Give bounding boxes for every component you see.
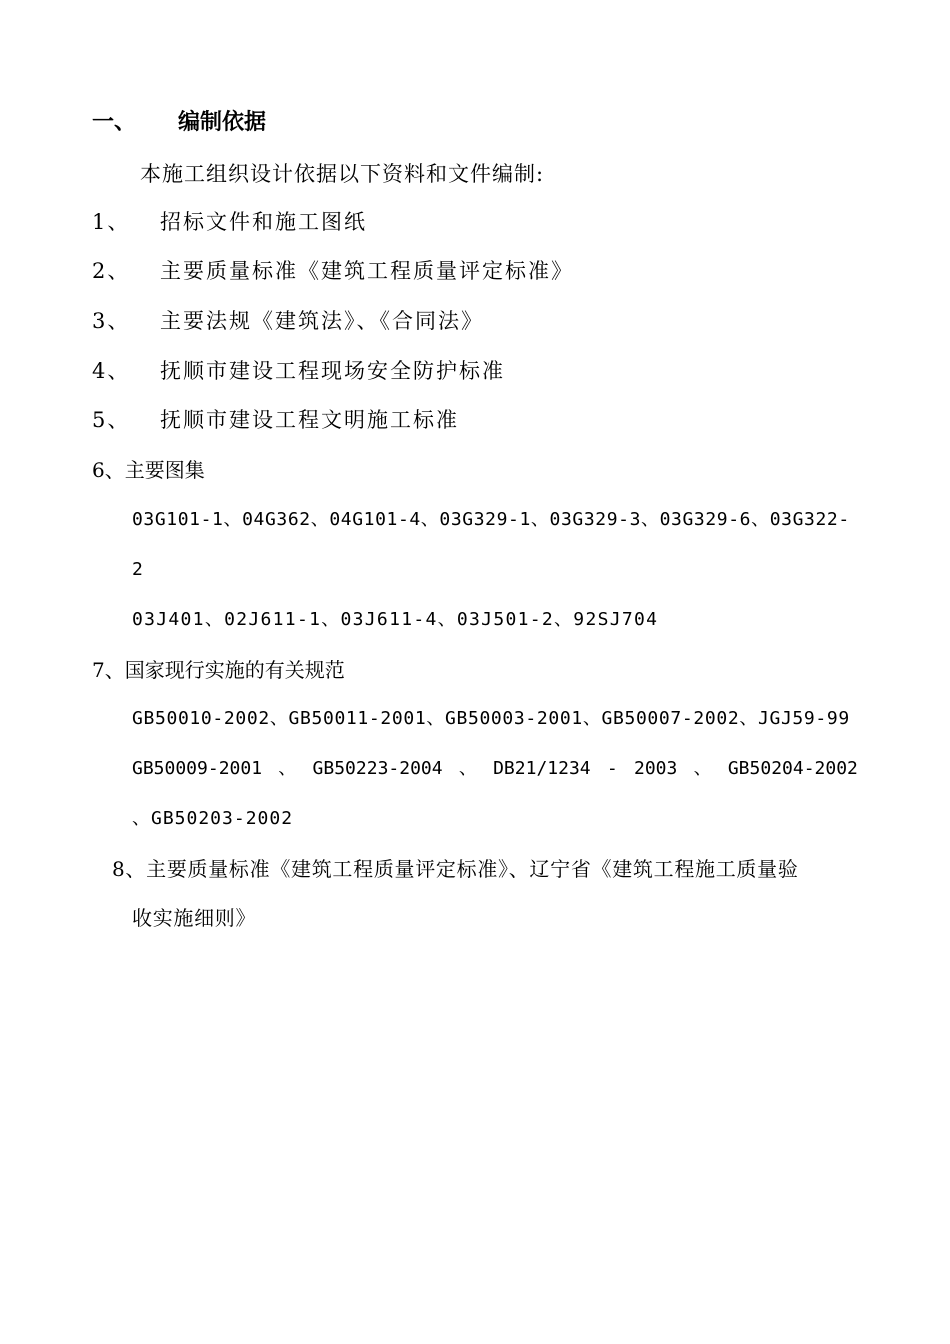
item7-code-line3: 、GB50203-2002: [132, 808, 294, 829]
item6-atlas-line1: 03G101-1、04G362、04G101-4、03G329-1、03G329-3、03G329-6、03G322-: [132, 509, 850, 530]
section-number: 一、: [92, 110, 137, 135]
item-text: 抚顺市建设工程现场安全防护标准: [160, 359, 505, 383]
item8-line2: 收实施细则》: [132, 906, 257, 930]
list-item: [92, 406, 459, 434]
item6-atlas-line2: 03J401、02J611-1、03J611-4、03J501-2、92SJ704: [132, 609, 659, 630]
code-part: 、: [278, 758, 297, 779]
code-part: DB21/1234: [493, 758, 591, 779]
code-part: 、: [693, 758, 712, 779]
section-title: 编制依据: [178, 110, 267, 135]
code-part: GB50223-2004: [312, 758, 443, 779]
section-heading: [92, 109, 266, 137]
item-number: 4、: [92, 359, 131, 383]
item-number: 1、: [92, 210, 131, 234]
list-item: [92, 307, 484, 335]
intro-text: 本施工组织设计依据以下资料和文件编制:: [140, 162, 545, 186]
item7-title: 7、国家现行实施的有关规范: [92, 658, 345, 682]
item7-code-line1: GB50010-2002、GB50011-2001、GB50003-2001、GB50007-2002、JGJ59-99: [132, 708, 850, 729]
item-text: 主要法规《建筑法》、《合同法》: [160, 309, 484, 333]
item-text: 抚顺市建设工程文明施工标准: [160, 408, 459, 432]
code-part: -: [606, 758, 618, 779]
code-part: 2003: [633, 758, 678, 779]
item6-title: 6、主要图集: [92, 458, 205, 482]
item8-line1: 8、主要质量标准《建筑工程质量评定标准》、辽宁省《建筑工程施工质量验: [112, 857, 799, 881]
item7-code-line2: [132, 755, 858, 783]
code-part: 、: [458, 758, 477, 779]
item-text: 主要质量标准《建筑工程质量评定标准》: [160, 259, 574, 283]
item-number: 3、: [92, 309, 131, 333]
code-part: GB50204-2002: [727, 758, 858, 779]
list-item: [92, 257, 574, 285]
item-number: 5、: [92, 408, 131, 432]
item6-atlas-line1-cont: 2: [132, 559, 144, 580]
item-text: 招标文件和施工图纸: [160, 210, 367, 234]
list-item: [92, 208, 367, 236]
list-item: [92, 357, 505, 385]
item-number: 2、: [92, 259, 131, 283]
code-part: GB50009-2001: [132, 758, 263, 779]
